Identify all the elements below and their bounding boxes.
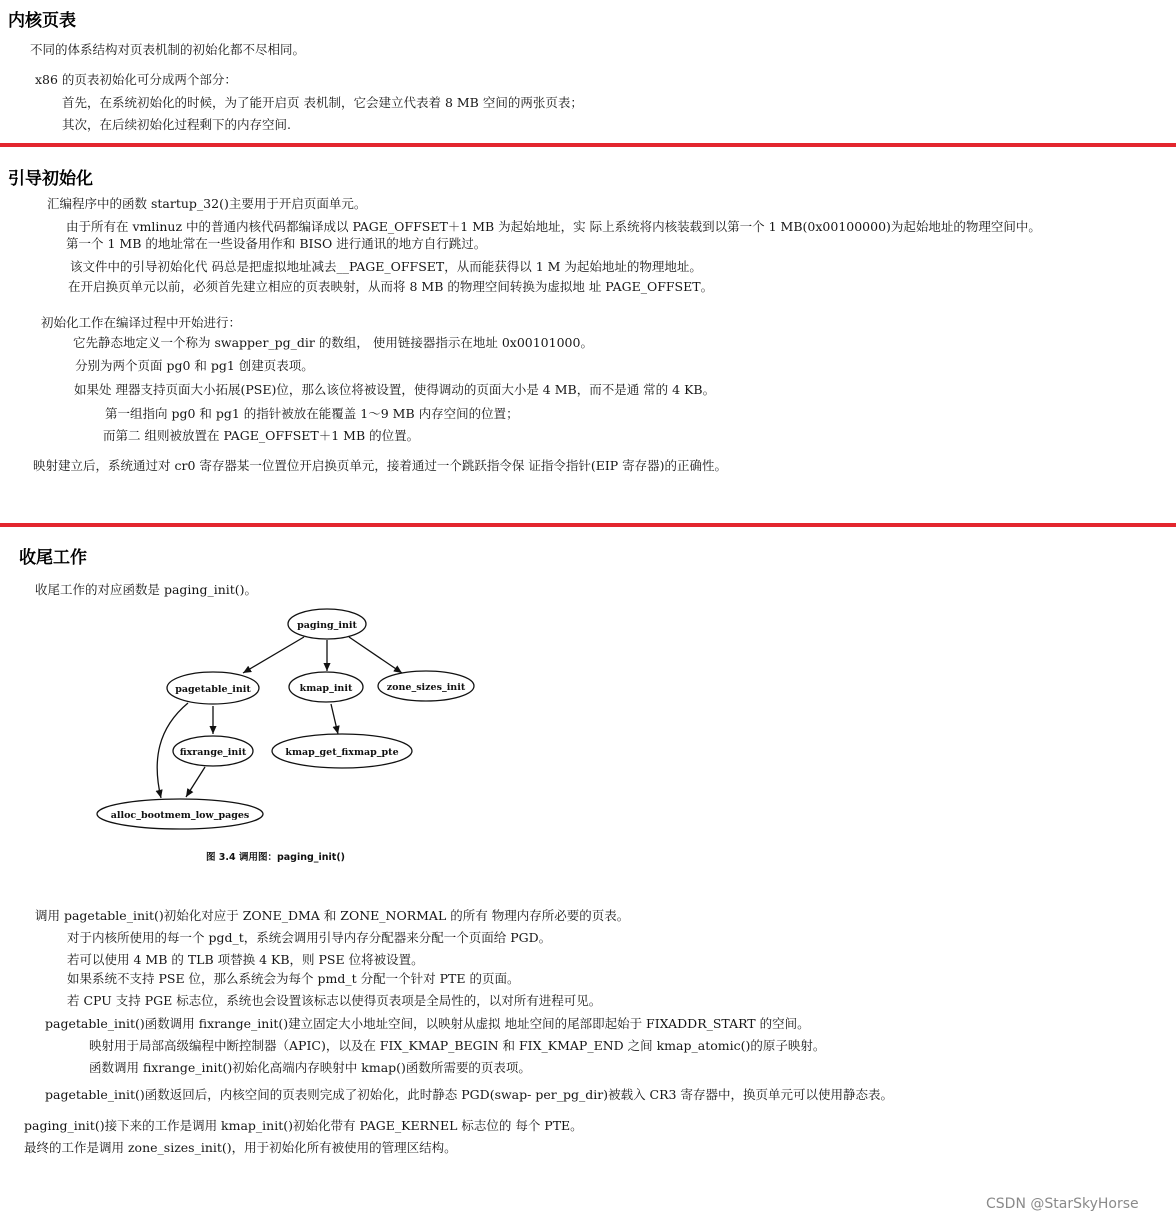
- text-line: pagetable_init()函数返回后，内核空间的页表则完成了初始化，此时静态 PGD(swap- per_pg_dir)被载入 CR3 寄存器中，换页单元可以使用静态表。: [45, 1087, 893, 1102]
- text-line: 收尾工作的对应函数是 paging_init()。: [35, 582, 258, 597]
- text-line: 由于所有在 vmlinuz 中的普通内核代码都编译成以 PAGE_OFFSET＋1 MB 为起始地址，实 际上系统将内核装载到以第一个 1 MB(0x00100000)为起始地址的物理空间中。: [66, 219, 1041, 234]
- node-label: zone_sizes_init: [386, 682, 466, 693]
- edge-kmap-to-fixmap: [331, 704, 338, 734]
- text-line: 最终的工作是调用 zone_sizes_init()，用于初始化所有被使用的管理区结构。: [24, 1140, 457, 1155]
- text-line: 初始化工作在编译过程中开始进行：: [41, 315, 242, 330]
- text-line: 对于内核所使用的每一个 pgd_t，系统会调用引导内存分配器来分配一个页面给 PGD。: [67, 930, 552, 945]
- text-line: 第一个 1 MB 的地址常在一些设备用作和 BISO 进行通讯的地方自行跳过。: [66, 236, 487, 251]
- text-line: 而第二 组则被放置在 PAGE_OFFSET＋1 MB 的位置。: [103, 428, 420, 443]
- text-line: 分别为两个页面 pg0 和 pg1 创建页表项。: [75, 358, 314, 373]
- section-title-finishing-work: 收尾工作: [19, 548, 87, 568]
- text-line: 第一组指向 pg0 和 pg1 的指针被放在能覆盖 1～9 MB 内存空间的位置；: [105, 406, 519, 421]
- text-line: 如果系统不支持 PSE 位，那么系统会为每个 pmd_t 分配一个针对 PTE 的页面。: [67, 971, 520, 986]
- text-line: pagetable_init()函数调用 fixrange_init()建立固定大小地址空间，以映射从虚拟 地址空间的尾部即起始于 FIXADDR_START 的空间。: [45, 1016, 810, 1031]
- text-line: 汇编程序中的函数 startup_32()主要用于开启页面单元。: [47, 196, 367, 211]
- text-line: 如果处 理器支持页面大小拓展(PSE)位，那么该位将被设置，使得调动的页面大小是 4 MB，而不是通 常的 4 KB。: [74, 382, 716, 397]
- text-line: 其次，在后续初始化过程剩下的内存空间.: [62, 117, 291, 132]
- text-line: 若可以使用 4 MB 的 TLB 项替换 4 KB，则 PSE 位将被设置。: [67, 952, 424, 967]
- edge-paging-to-zone: [349, 637, 402, 673]
- edge-paging-to-pagetable: [243, 637, 304, 673]
- node-label: kmap_init: [299, 683, 353, 694]
- text-line: 不同的体系结构对页表机制的初始化都不尽相同。: [30, 42, 306, 57]
- text-line: 首先，在系统初始化的时候，为了能开启页 表机制，它会建立代表着 8 MB 空间的两张页表；: [62, 95, 583, 110]
- text-line: paging_init()接下来的工作是调用 kmap_init()初始化带有 PAGE_KERNEL 标志位的 每个 PTE。: [24, 1118, 583, 1133]
- text-line: 映射建立后，系统通过对 cr0 寄存器某一位置位开启换页单元，接着通过一个跳跃指令保 证指令指针(EIP 寄存器)的正确性。: [33, 458, 728, 473]
- text-line: 函数调用 fixrange_init()初始化高端内存映射中 kmap()函数所需要的页表项。: [89, 1060, 531, 1075]
- text-line: 映射用于局部高级编程中断控制器（APIC)，以及在 FIX_KMAP_BEGIN 和 FIX_KMAP_END 之间 kmap_atomic()的原子映射。: [89, 1038, 826, 1053]
- text-line: x86 的页表初始化可分成两个部分：: [35, 72, 237, 87]
- node-label: fixrange_init: [179, 747, 247, 758]
- section-title-kernel-page-table: 内核页表: [8, 11, 76, 31]
- section-title-boot-init: 引导初始化: [8, 169, 93, 189]
- text-line: 若 CPU 支持 PGE 标志位，系统也会设置该标志以使得页表项是全局性的，以对所有进程可见。: [67, 993, 602, 1008]
- node-label: kmap_get_fixmap_pte: [285, 747, 399, 758]
- figure-caption: 图 3.4 调用图：paging_init(): [206, 852, 346, 863]
- text-line: 它先静态地定义一个称为 swapper_pg_dir 的数组， 使用链接器指示在地址 0x00101000。: [73, 335, 593, 350]
- node-label: pagetable_init: [175, 684, 251, 695]
- node-label: paging_init: [297, 620, 357, 631]
- text-line: 调用 pagetable_init()初始化对应于 ZONE_DMA 和 ZONE_NORMAL 的所有 物理内存所必要的页表。: [35, 908, 630, 923]
- text-line: 该文件中的引导初始化代 码总是把虚拟地址减去__PAGE_OFFSET，从而能获得以 1 M 为起始地址的物理地址。: [70, 259, 702, 274]
- edge-fixrange-to-alloc: [186, 767, 205, 797]
- watermark: CSDN @StarSkyHorse: [986, 1196, 1139, 1212]
- node-label: alloc_bootmem_low_pages: [110, 810, 250, 821]
- text-line: 在开启换页单元以前，必须首先建立相应的页表映射，从而将 8 MB 的物理空间转换为虚拟地 址 PAGE_OFFSET。: [68, 279, 714, 294]
